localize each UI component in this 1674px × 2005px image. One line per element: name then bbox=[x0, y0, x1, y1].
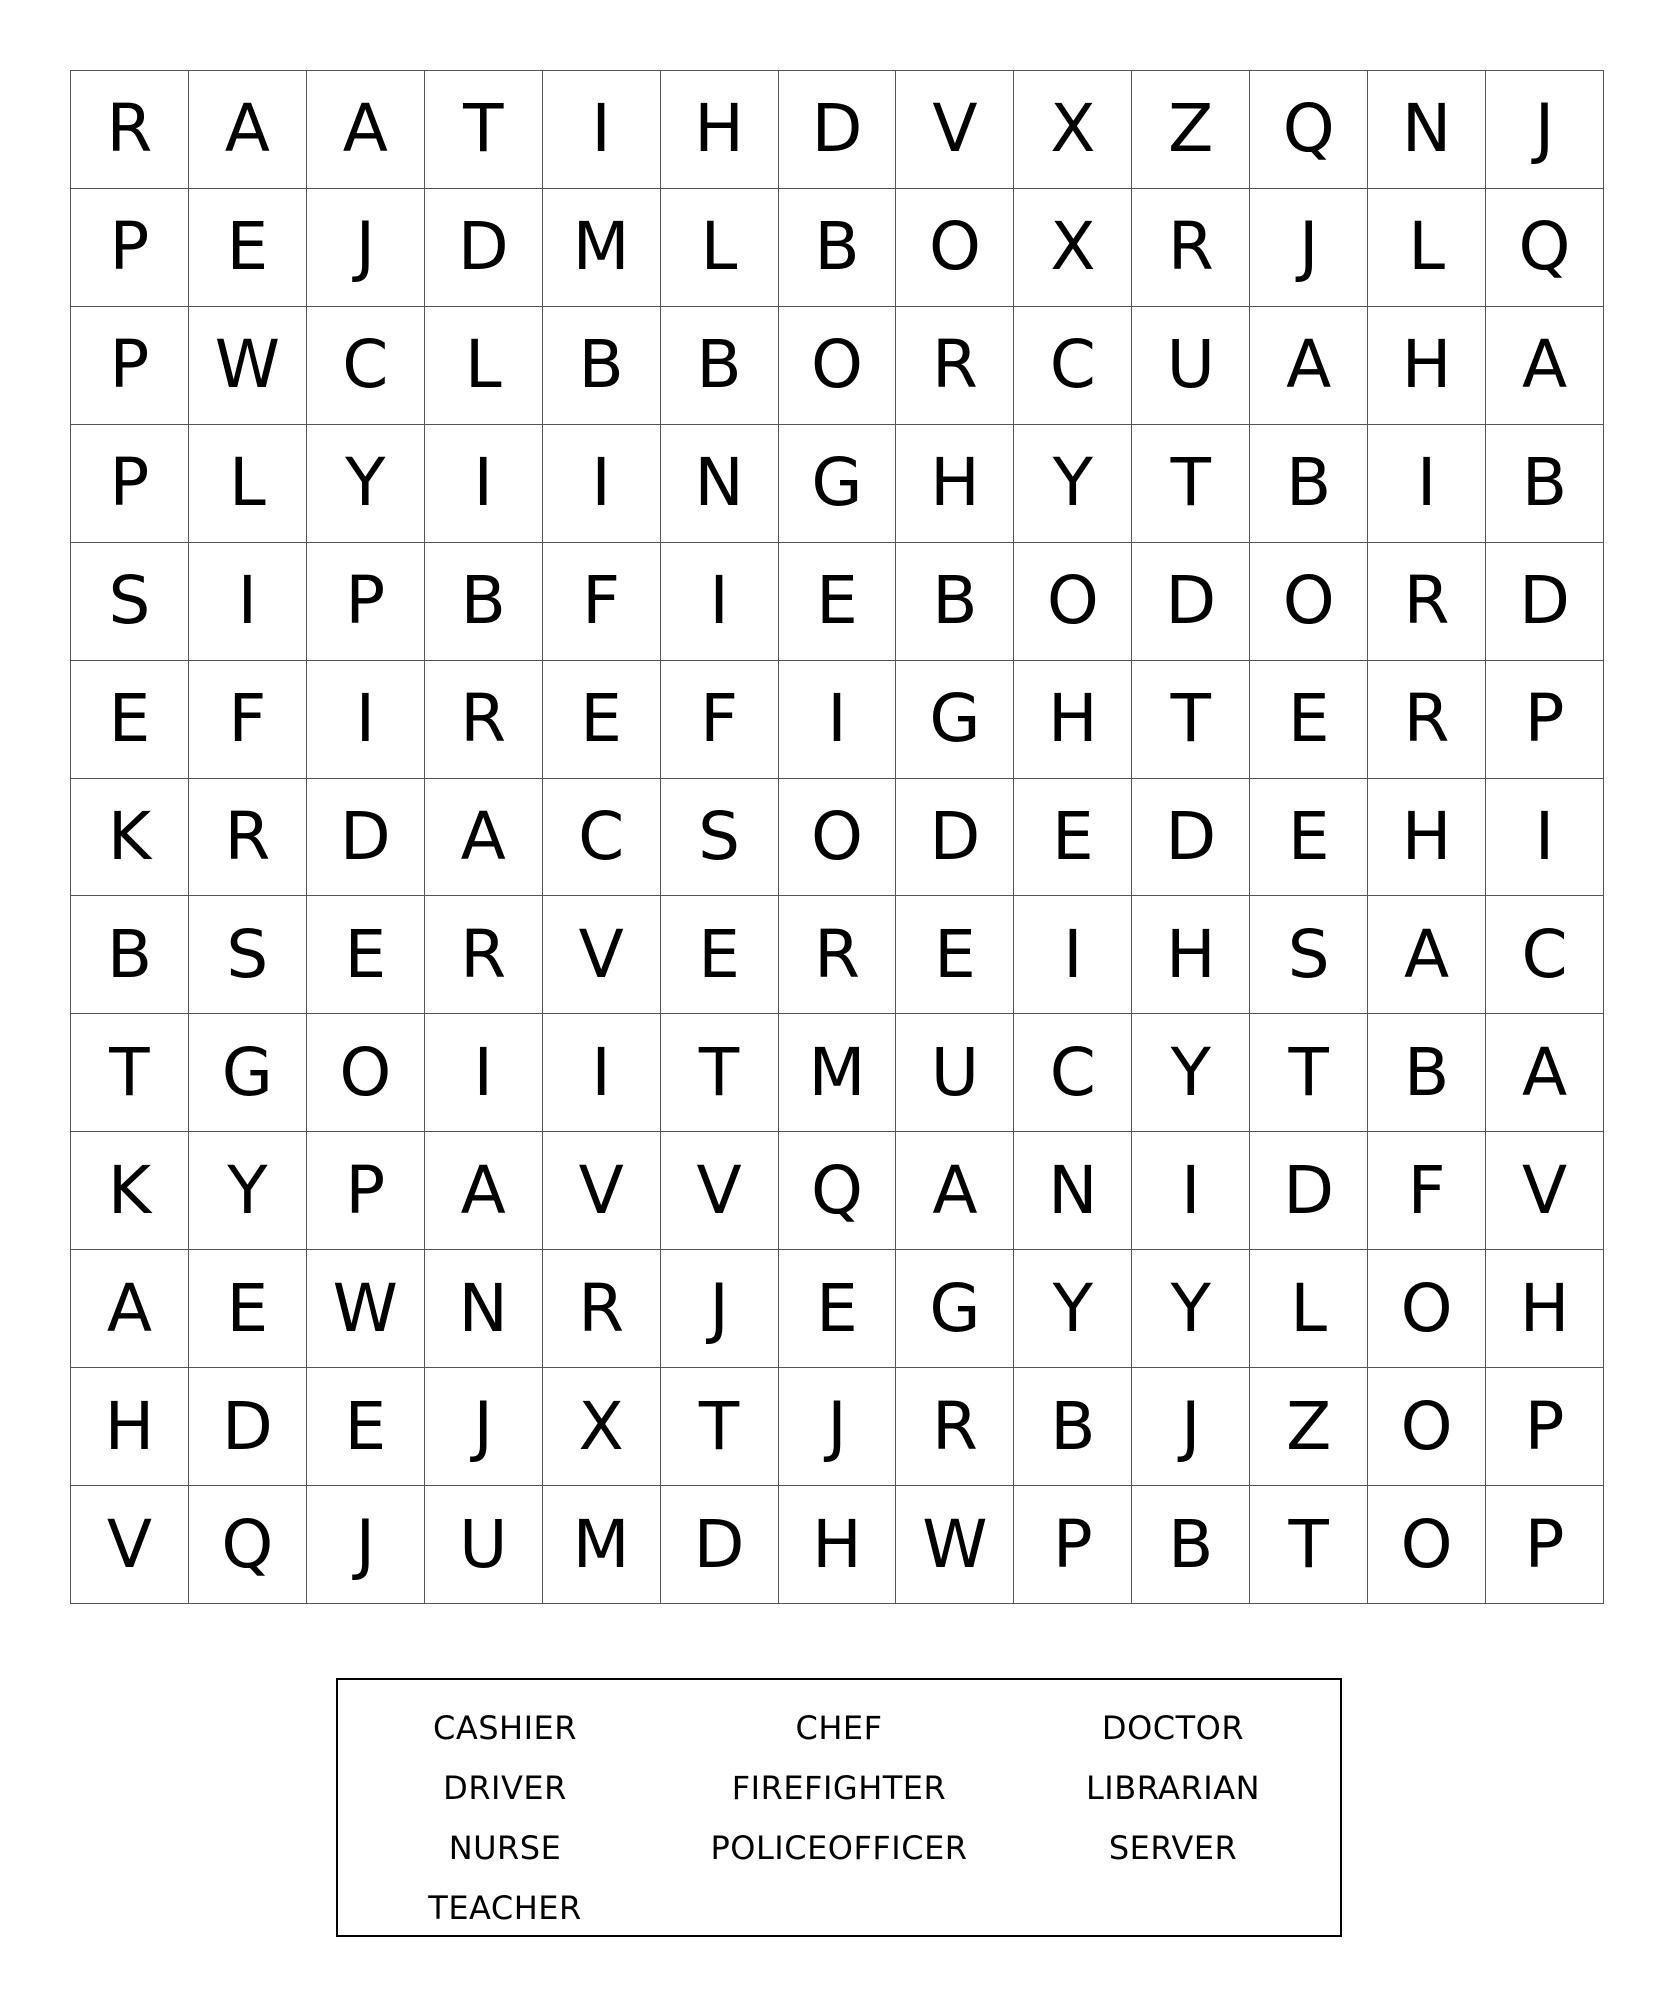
grid-cell-r3-c4[interactable]: L bbox=[425, 307, 543, 425]
grid-cell-r12-c2[interactable]: D bbox=[189, 1368, 307, 1486]
grid-cell-r7-c12[interactable]: H bbox=[1368, 779, 1486, 897]
grid-cell-r6-c13[interactable]: P bbox=[1486, 661, 1604, 779]
grid-cell-r4-c2[interactable]: L bbox=[189, 425, 307, 543]
grid-cell-r13-c1[interactable]: V bbox=[71, 1486, 189, 1604]
word-bank-item: CASHIER bbox=[433, 1709, 577, 1747]
grid-cell-r9-c1[interactable]: T bbox=[71, 1014, 189, 1132]
grid-cell-r13-c10[interactable]: B bbox=[1132, 1486, 1250, 1604]
grid-cell-r13-c4[interactable]: U bbox=[425, 1486, 543, 1604]
grid-cell-r12-c10[interactable]: J bbox=[1132, 1368, 1250, 1486]
grid-cell-r10-c6[interactable]: V bbox=[661, 1132, 779, 1250]
grid-cell-r5-c5[interactable]: F bbox=[543, 543, 661, 661]
grid-cell-r3-c8[interactable]: R bbox=[896, 307, 1014, 425]
word-bank-item: TEACHER bbox=[428, 1889, 582, 1927]
word-bank bbox=[336, 1678, 1342, 1937]
grid-cell-r2-c1[interactable]: P bbox=[71, 189, 189, 307]
grid-cell-r5-c7[interactable]: E bbox=[779, 543, 897, 661]
grid-cell-r11-c4[interactable]: N bbox=[425, 1250, 543, 1368]
word-bank-item: DOCTOR bbox=[1101, 1709, 1245, 1747]
grid-cell-r12-c7[interactable]: J bbox=[779, 1368, 897, 1486]
grid-cell-r4-c11[interactable]: B bbox=[1250, 425, 1368, 543]
grid-cell-r8-c2[interactable]: S bbox=[189, 896, 307, 1014]
grid-cell-r10-c2[interactable]: Y bbox=[189, 1132, 307, 1250]
grid-cell-r6-c11[interactable]: E bbox=[1250, 661, 1368, 779]
grid-cell-r10-c8[interactable]: A bbox=[896, 1132, 1014, 1250]
grid-cell-r11-c9[interactable]: Y bbox=[1014, 1250, 1132, 1368]
grid-cell-r3-c5[interactable]: B bbox=[543, 307, 661, 425]
grid-cell-r12-c12[interactable]: O bbox=[1368, 1368, 1486, 1486]
grid-cell-r2-c7[interactable]: B bbox=[779, 189, 897, 307]
grid-cell-r6-c3[interactable]: I bbox=[307, 661, 425, 779]
grid-cell-r9-c2[interactable]: G bbox=[189, 1014, 307, 1132]
grid-cell-r5-c8[interactable]: B bbox=[896, 543, 1014, 661]
grid-cell-r7-c13[interactable]: I bbox=[1486, 779, 1604, 897]
grid-cell-r5-c9[interactable]: O bbox=[1014, 543, 1132, 661]
grid-cell-r12-c13[interactable]: P bbox=[1486, 1368, 1604, 1486]
grid-cell-r4-c12[interactable]: I bbox=[1368, 425, 1486, 543]
grid-cell-r10-c5[interactable]: V bbox=[543, 1132, 661, 1250]
grid-cell-r11-c3[interactable]: W bbox=[307, 1250, 425, 1368]
grid-cell-r7-c1[interactable]: K bbox=[71, 779, 189, 897]
grid-cell-r13-c11[interactable]: T bbox=[1250, 1486, 1368, 1604]
grid-cell-r9-c4[interactable]: I bbox=[425, 1014, 543, 1132]
grid-cell-r5-c11[interactable]: O bbox=[1250, 543, 1368, 661]
grid-cell-r3-c12[interactable]: H bbox=[1368, 307, 1486, 425]
word-bank-item: POLICEOFFICER bbox=[710, 1829, 968, 1867]
grid-cell-r5-c4[interactable]: B bbox=[425, 543, 543, 661]
grid-cell-r10-c9[interactable]: N bbox=[1014, 1132, 1132, 1250]
grid-cell-r8-c11[interactable]: S bbox=[1250, 896, 1368, 1014]
grid-cell-r12-c1[interactable]: H bbox=[71, 1368, 189, 1486]
grid-cell-r2-c6[interactable]: L bbox=[661, 189, 779, 307]
grid-cell-r11-c2[interactable]: E bbox=[189, 1250, 307, 1368]
grid-cell-r6-c1[interactable]: E bbox=[71, 661, 189, 779]
grid-cell-r11-c5[interactable]: R bbox=[543, 1250, 661, 1368]
word-bank-item: FIREFIGHTER bbox=[731, 1769, 947, 1807]
grid-cell-r1-c11[interactable]: Q bbox=[1250, 71, 1368, 189]
grid-cell-r9-c9[interactable]: C bbox=[1014, 1014, 1132, 1132]
word-bank-item: CHEF bbox=[795, 1709, 883, 1747]
grid-cell-r6-c6[interactable]: F bbox=[661, 661, 779, 779]
grid-cell-r13-c7[interactable]: H bbox=[779, 1486, 897, 1604]
grid-cell-r12-c4[interactable]: J bbox=[425, 1368, 543, 1486]
grid-cell-r1-c9[interactable]: X bbox=[1014, 71, 1132, 189]
grid-cell-r9-c10[interactable]: Y bbox=[1132, 1014, 1250, 1132]
grid-cell-r3-c13[interactable]: A bbox=[1486, 307, 1604, 425]
grid-cell-r9-c6[interactable]: T bbox=[661, 1014, 779, 1132]
grid-cell-r11-c7[interactable]: E bbox=[779, 1250, 897, 1368]
grid-cell-r4-c1[interactable]: P bbox=[71, 425, 189, 543]
grid-cell-r8-c13[interactable]: C bbox=[1486, 896, 1604, 1014]
grid-cell-r10-c10[interactable]: I bbox=[1132, 1132, 1250, 1250]
grid-cell-r2-c13[interactable]: Q bbox=[1486, 189, 1604, 307]
grid-cell-r10-c7[interactable]: Q bbox=[779, 1132, 897, 1250]
grid-cell-r4-c13[interactable]: B bbox=[1486, 425, 1604, 543]
grid-cell-r1-c4[interactable]: T bbox=[425, 71, 543, 189]
grid-cell-r4-c8[interactable]: H bbox=[896, 425, 1014, 543]
grid-cell-r13-c5[interactable]: M bbox=[543, 1486, 661, 1604]
grid-cell-r8-c5[interactable]: V bbox=[543, 896, 661, 1014]
grid-cell-r11-c11[interactable]: L bbox=[1250, 1250, 1368, 1368]
grid-cell-r13-c9[interactable]: P bbox=[1014, 1486, 1132, 1604]
grid-cell-r8-c6[interactable]: E bbox=[661, 896, 779, 1014]
grid-cell-r2-c10[interactable]: R bbox=[1132, 189, 1250, 307]
grid-cell-r9-c13[interactable]: A bbox=[1486, 1014, 1604, 1132]
grid-cell-r9-c12[interactable]: B bbox=[1368, 1014, 1486, 1132]
grid-cell-r2-c11[interactable]: J bbox=[1250, 189, 1368, 307]
grid-cell-r1-c8[interactable]: V bbox=[896, 71, 1014, 189]
grid-cell-r11-c13[interactable]: H bbox=[1486, 1250, 1604, 1368]
grid-cell-r7-c3[interactable]: D bbox=[307, 779, 425, 897]
grid-cell-r1-c7[interactable]: D bbox=[779, 71, 897, 189]
grid-cell-r8-c4[interactable]: R bbox=[425, 896, 543, 1014]
word-bank-item: SERVER bbox=[1108, 1829, 1238, 1867]
grid-cell-r7-c11[interactable]: E bbox=[1250, 779, 1368, 897]
grid-cell-r1-c1[interactable]: R bbox=[71, 71, 189, 189]
grid-cell-r5-c12[interactable]: R bbox=[1368, 543, 1486, 661]
grid-cell-r3-c2[interactable]: W bbox=[189, 307, 307, 425]
grid-cell-r10-c11[interactable]: D bbox=[1250, 1132, 1368, 1250]
grid-cell-r2-c4[interactable]: D bbox=[425, 189, 543, 307]
grid-cell-r3-c1[interactable]: P bbox=[71, 307, 189, 425]
grid-cell-r12-c9[interactable]: B bbox=[1014, 1368, 1132, 1486]
grid-cell-r13-c13[interactable]: P bbox=[1486, 1486, 1604, 1604]
grid-cell-r4-c10[interactable]: T bbox=[1132, 425, 1250, 543]
grid-cell-r10-c13[interactable]: V bbox=[1486, 1132, 1604, 1250]
grid-cell-r13-c3[interactable]: J bbox=[307, 1486, 425, 1604]
grid-cell-r4-c6[interactable]: N bbox=[661, 425, 779, 543]
grid-cell-r6-c9[interactable]: H bbox=[1014, 661, 1132, 779]
grid-cell-r13-c6[interactable]: D bbox=[661, 1486, 779, 1604]
grid-cell-r10-c4[interactable]: A bbox=[425, 1132, 543, 1250]
grid-cell-r1-c12[interactable]: N bbox=[1368, 71, 1486, 189]
grid-cell-r10-c1[interactable]: K bbox=[71, 1132, 189, 1250]
grid-cell-r6-c7[interactable]: I bbox=[779, 661, 897, 779]
word-bank-item: NURSE bbox=[448, 1829, 562, 1867]
grid-cell-r7-c6[interactable]: S bbox=[661, 779, 779, 897]
grid-cell-r1-c3[interactable]: A bbox=[307, 71, 425, 189]
grid-cell-r13-c8[interactable]: W bbox=[896, 1486, 1014, 1604]
grid-cell-r2-c12[interactable]: L bbox=[1368, 189, 1486, 307]
grid-cell-r13-c12[interactable]: O bbox=[1368, 1486, 1486, 1604]
grid-cell-r7-c7[interactable]: O bbox=[779, 779, 897, 897]
grid-cell-r12-c3[interactable]: E bbox=[307, 1368, 425, 1486]
grid-cell-r1-c10[interactable]: Z bbox=[1132, 71, 1250, 189]
grid-cell-r5-c1[interactable]: S bbox=[71, 543, 189, 661]
grid-cell-r9-c8[interactable]: U bbox=[896, 1014, 1014, 1132]
grid-cell-r10-c3[interactable]: P bbox=[307, 1132, 425, 1250]
grid-cell-r4-c9[interactable]: Y bbox=[1014, 425, 1132, 543]
word-search-grid bbox=[70, 70, 1604, 1604]
grid-cell-r2-c3[interactable]: J bbox=[307, 189, 425, 307]
grid-cell-r5-c13[interactable]: D bbox=[1486, 543, 1604, 661]
grid-cell-r8-c8[interactable]: E bbox=[896, 896, 1014, 1014]
grid-cell-r5-c10[interactable]: D bbox=[1132, 543, 1250, 661]
grid-cell-r6-c12[interactable]: R bbox=[1368, 661, 1486, 779]
grid-cell-r8-c9[interactable]: I bbox=[1014, 896, 1132, 1014]
grid-cell-r7-c8[interactable]: D bbox=[896, 779, 1014, 897]
grid-cell-r12-c5[interactable]: X bbox=[543, 1368, 661, 1486]
grid-cell-r2-c8[interactable]: O bbox=[896, 189, 1014, 307]
grid-cell-r8-c7[interactable]: R bbox=[779, 896, 897, 1014]
grid-cell-r7-c5[interactable]: C bbox=[543, 779, 661, 897]
grid-cell-r4-c7[interactable]: G bbox=[779, 425, 897, 543]
grid-cell-r12-c11[interactable]: Z bbox=[1250, 1368, 1368, 1486]
grid-cell-r2-c2[interactable]: E bbox=[189, 189, 307, 307]
grid-cell-r8-c3[interactable]: E bbox=[307, 896, 425, 1014]
grid-cell-r8-c12[interactable]: A bbox=[1368, 896, 1486, 1014]
grid-cell-r11-c10[interactable]: Y bbox=[1132, 1250, 1250, 1368]
grid-cell-r8-c1[interactable]: B bbox=[71, 896, 189, 1014]
grid-cell-r4-c4[interactable]: I bbox=[425, 425, 543, 543]
grid-cell-r5-c3[interactable]: P bbox=[307, 543, 425, 661]
grid-cell-r9-c3[interactable]: O bbox=[307, 1014, 425, 1132]
word-bank-item: LIBRARIAN bbox=[1085, 1769, 1261, 1807]
grid-cell-r6-c2[interactable]: F bbox=[189, 661, 307, 779]
grid-cell-r6-c5[interactable]: E bbox=[543, 661, 661, 779]
grid-cell-r9-c5[interactable]: I bbox=[543, 1014, 661, 1132]
grid-cell-r12-c6[interactable]: T bbox=[661, 1368, 779, 1486]
grid-cell-r1-c5[interactable]: I bbox=[543, 71, 661, 189]
grid-cell-r10-c12[interactable]: F bbox=[1368, 1132, 1486, 1250]
grid-cell-r11-c6[interactable]: J bbox=[661, 1250, 779, 1368]
grid-cell-r11-c1[interactable]: A bbox=[71, 1250, 189, 1368]
grid-cell-r2-c9[interactable]: X bbox=[1014, 189, 1132, 307]
grid-cell-r6-c8[interactable]: G bbox=[896, 661, 1014, 779]
grid-cell-r3-c9[interactable]: C bbox=[1014, 307, 1132, 425]
grid-cell-r5-c2[interactable]: I bbox=[189, 543, 307, 661]
grid-cell-r13-c2[interactable]: Q bbox=[189, 1486, 307, 1604]
grid-cell-r3-c7[interactable]: O bbox=[779, 307, 897, 425]
grid-cell-r6-c10[interactable]: T bbox=[1132, 661, 1250, 779]
grid-cell-r3-c10[interactable]: U bbox=[1132, 307, 1250, 425]
grid-cell-r1-c2[interactable]: A bbox=[189, 71, 307, 189]
grid-cell-r11-c8[interactable]: G bbox=[896, 1250, 1014, 1368]
grid-cell-r7-c9[interactable]: E bbox=[1014, 779, 1132, 897]
grid-cell-r7-c4[interactable]: A bbox=[425, 779, 543, 897]
grid-cell-r11-c12[interactable]: O bbox=[1368, 1250, 1486, 1368]
word-bank-item: DRIVER bbox=[443, 1769, 567, 1807]
grid-cell-r4-c5[interactable]: I bbox=[543, 425, 661, 543]
grid-cell-r9-c7[interactable]: M bbox=[779, 1014, 897, 1132]
grid-cell-r5-c6[interactable]: I bbox=[661, 543, 779, 661]
grid-cell-r3-c3[interactable]: C bbox=[307, 307, 425, 425]
grid-cell-r1-c6[interactable]: H bbox=[661, 71, 779, 189]
grid-cell-r7-c10[interactable]: D bbox=[1132, 779, 1250, 897]
grid-cell-r6-c4[interactable]: R bbox=[425, 661, 543, 779]
grid-cell-r9-c11[interactable]: T bbox=[1250, 1014, 1368, 1132]
grid-cell-r8-c10[interactable]: H bbox=[1132, 896, 1250, 1014]
grid-cell-r3-c6[interactable]: B bbox=[661, 307, 779, 425]
grid-cell-r12-c8[interactable]: R bbox=[896, 1368, 1014, 1486]
grid-cell-r4-c3[interactable]: Y bbox=[307, 425, 425, 543]
grid-cell-r1-c13[interactable]: J bbox=[1486, 71, 1604, 189]
grid-cell-r2-c5[interactable]: M bbox=[543, 189, 661, 307]
grid-cell-r3-c11[interactable]: A bbox=[1250, 307, 1368, 425]
grid-cell-r7-c2[interactable]: R bbox=[189, 779, 307, 897]
